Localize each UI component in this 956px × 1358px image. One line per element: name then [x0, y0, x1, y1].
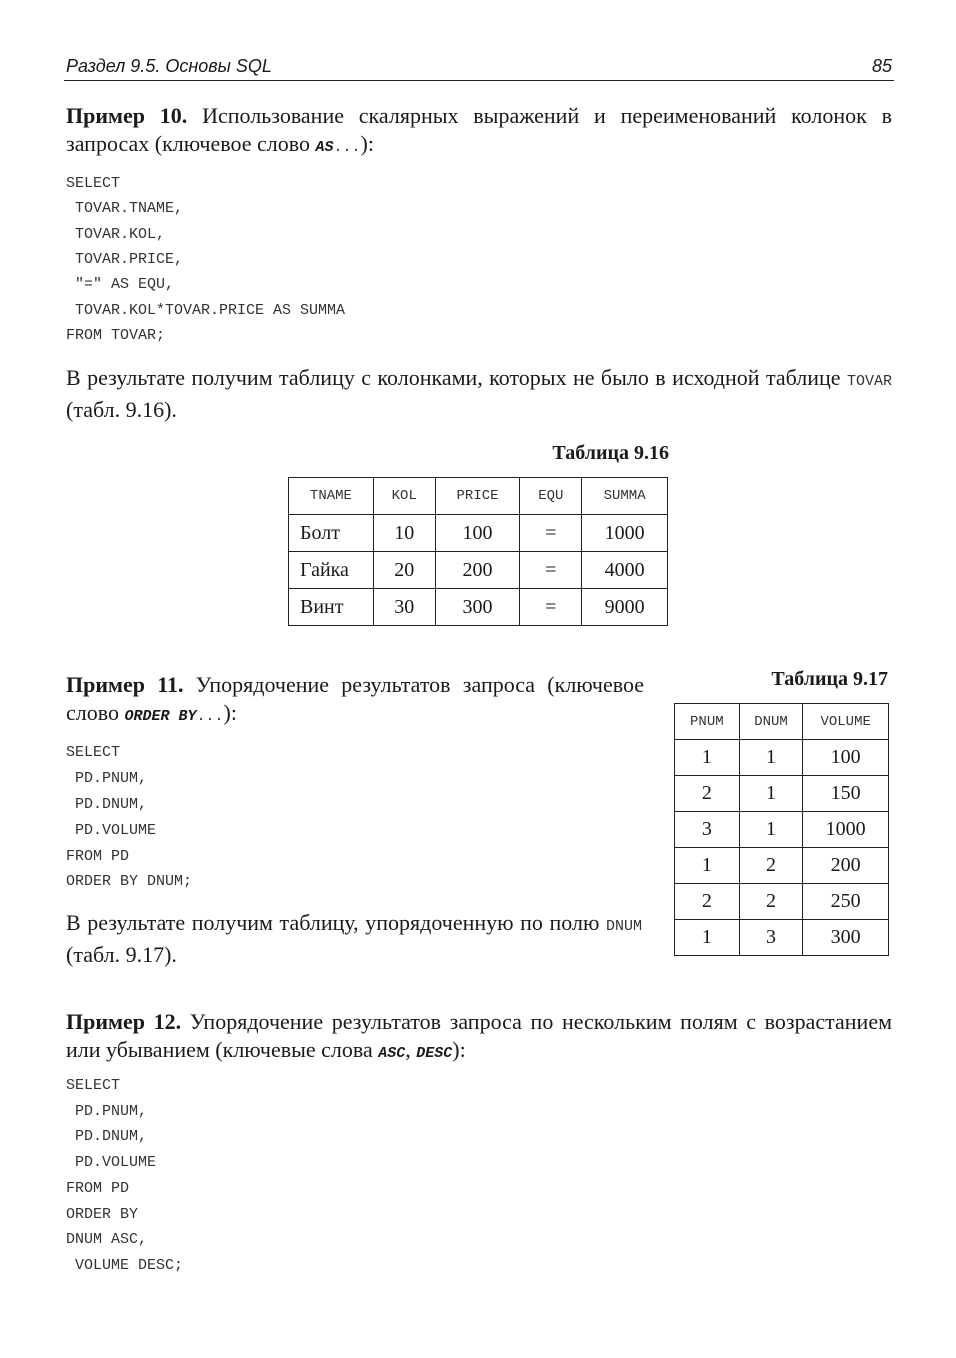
table-row	[289, 515, 668, 552]
table-cell: 1	[675, 920, 740, 956]
example-10-text: Использование скалярных выражений и переименований колонок в запросах (ключевое слово	[66, 103, 892, 156]
table-cell: 200	[435, 552, 520, 589]
keyword-desc: DESC	[416, 1045, 453, 1062]
result-text-end: (табл. 9.17).	[66, 942, 177, 967]
example-10-paragraph	[66, 102, 892, 162]
table-cell: 10	[373, 515, 435, 552]
table-row	[675, 740, 889, 776]
keyword-separator: ,	[405, 1037, 417, 1062]
column-header: DNUM	[739, 704, 803, 740]
code-line: PD.DNUM,	[66, 1128, 148, 1145]
table-cell: 2	[739, 884, 803, 920]
code-line: FROM PD	[66, 1180, 130, 1197]
example-11-text: Упорядочение результатов запроса (ключевое слово	[66, 672, 644, 725]
result-text: В результате получим таблицу с колонками, которых не было в исходной таблице	[66, 365, 847, 390]
table-cell: 1	[739, 740, 803, 776]
table-name-code: TOVAR	[846, 373, 892, 390]
table-9-17	[674, 703, 889, 956]
column-header: PNUM	[675, 704, 740, 740]
table-9-17-caption: Таблица 9.17	[771, 668, 888, 690]
code-line: TOVAR.PRICE,	[66, 251, 184, 268]
code-line: PD.PNUM,	[66, 1103, 148, 1120]
table-header-row	[289, 478, 668, 515]
code-line: "=" AS EQU,	[66, 276, 175, 293]
example-11-result-paragraph	[66, 909, 642, 969]
table-header-row	[675, 704, 889, 740]
table-cell: 200	[803, 848, 889, 884]
code-line: DNUM ASC,	[66, 1231, 148, 1248]
column-header: KOL	[373, 478, 435, 515]
table-cell: 30	[373, 589, 435, 626]
table-row	[675, 884, 889, 920]
example-10-result-paragraph	[66, 364, 892, 424]
table-cell: 3	[739, 920, 803, 956]
table-cell: 4000	[582, 552, 668, 589]
example-11-paragraph	[66, 671, 644, 731]
code-line: FROM TOVAR;	[66, 327, 166, 344]
column-header: TNAME	[289, 478, 374, 515]
keyword-order-by: ORDER BY	[124, 708, 197, 725]
table-cell: 3	[675, 812, 740, 848]
example-10-label: Пример 10.	[66, 103, 188, 128]
column-header: VOLUME	[803, 704, 889, 740]
code-line: SELECT	[66, 744, 121, 761]
code-line: ORDER BY	[66, 1206, 139, 1223]
example-12-paragraph	[66, 1008, 892, 1068]
example-12-label: Пример 12.	[66, 1009, 182, 1034]
table-cell: 9000	[582, 589, 668, 626]
table-cell: =	[520, 589, 582, 626]
table-cell: =	[520, 552, 582, 589]
table-cell: 300	[803, 920, 889, 956]
table-cell: 250	[803, 884, 889, 920]
table-row	[675, 776, 889, 812]
table-cell: 1	[675, 848, 740, 884]
header-divider	[64, 80, 894, 81]
code-line: PD.VOLUME	[66, 1154, 157, 1171]
table-row	[289, 552, 668, 589]
table-cell: 2	[675, 884, 740, 920]
code-line: TOVAR.KOL*TOVAR.PRICE AS SUMMA	[66, 302, 346, 319]
example-11-text-end: ):	[223, 700, 237, 725]
field-name-code: DNUM	[605, 918, 642, 935]
table-cell: Винт	[289, 589, 374, 626]
code-line: PD.PNUM,	[66, 770, 148, 787]
table-row	[675, 920, 889, 956]
example-12-text-end: ):	[452, 1037, 466, 1062]
table-cell: 300	[435, 589, 520, 626]
table-row	[289, 589, 668, 626]
table-9-16-caption: Таблица 9.16	[552, 442, 669, 464]
table-cell: 1	[739, 776, 803, 812]
code-line: ORDER BY DNUM;	[66, 873, 193, 890]
code-line: SELECT	[66, 175, 121, 192]
code-line: SELECT	[66, 1077, 121, 1094]
code-line: TOVAR.KOL,	[66, 226, 166, 243]
table-cell: 2	[739, 848, 803, 884]
keyword-asc: ASC	[378, 1045, 406, 1062]
table-cell: 20	[373, 552, 435, 589]
code-line: TOVAR.TNAME,	[66, 200, 184, 217]
column-header: EQU	[520, 478, 582, 515]
table-cell: 2	[675, 776, 740, 812]
page-number: 85	[871, 56, 892, 76]
running-header-title: Раздел 9.5. Основы SQL	[66, 56, 272, 76]
column-header: SUMMA	[582, 478, 668, 515]
table-cell: Гайка	[289, 552, 374, 589]
table-row	[675, 812, 889, 848]
table-cell: 100	[435, 515, 520, 552]
table-cell: 150	[803, 776, 889, 812]
result-text-end: (табл. 9.16).	[66, 397, 177, 422]
code-line: FROM PD	[66, 848, 130, 865]
table-9-16	[288, 477, 668, 626]
table-cell: 1	[739, 812, 803, 848]
ellipsis: ...	[333, 139, 361, 156]
result-text: В результате получим таблицу, упорядоченную по полю	[66, 910, 606, 935]
example-11-label: Пример 11.	[66, 672, 184, 697]
keyword-as: AS	[315, 139, 334, 156]
table-cell: 1000	[582, 515, 668, 552]
example-10-text-end: ):	[360, 131, 374, 156]
table-cell: 1000	[803, 812, 889, 848]
code-line: PD.VOLUME	[66, 822, 157, 839]
code-line: PD.DNUM,	[66, 796, 148, 813]
table-row	[675, 848, 889, 884]
ellipsis: ...	[196, 708, 224, 725]
example-12-text: Упорядочение результатов запроса по нескольким полям с возрастанием или убыванием (ключевые слова	[66, 1009, 893, 1062]
column-header: PRICE	[435, 478, 520, 515]
table-cell: =	[520, 515, 582, 552]
table-cell: Болт	[289, 515, 374, 552]
code-line: VOLUME DESC;	[66, 1257, 184, 1274]
table-cell: 100	[803, 740, 889, 776]
table-cell: 1	[675, 740, 740, 776]
